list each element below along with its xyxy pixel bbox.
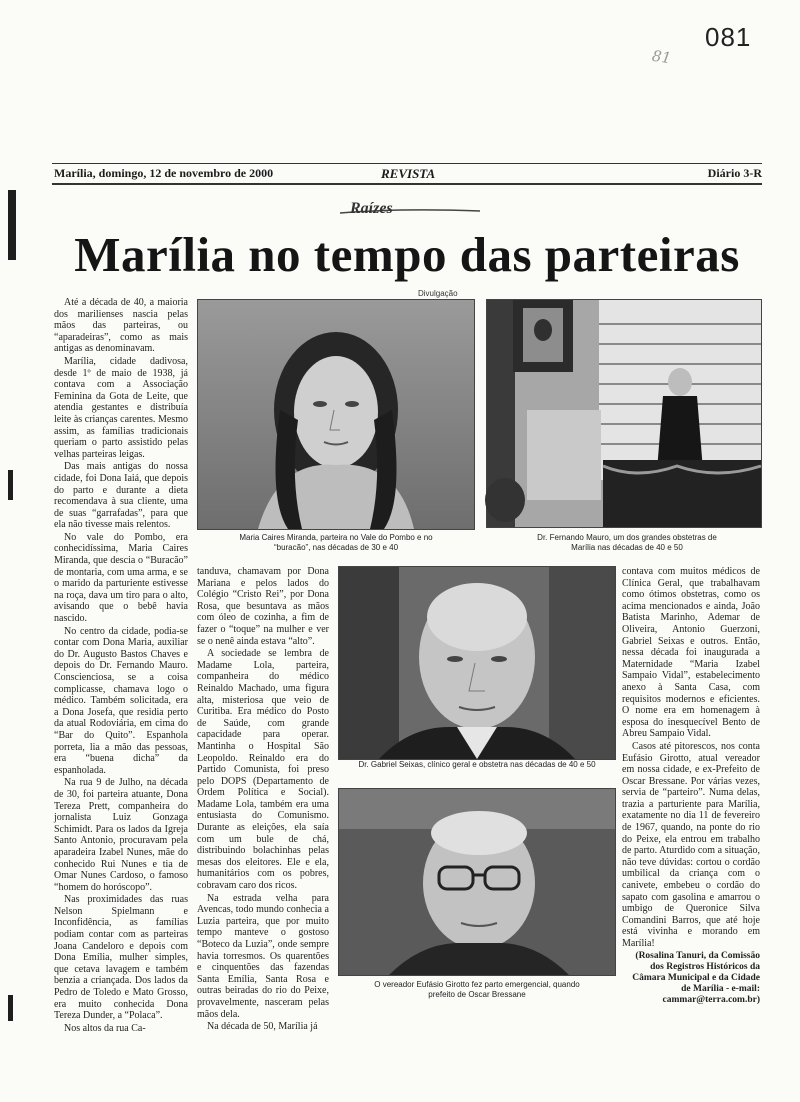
caption-photo-2: Dr. Fernando Mauro, um dos grandes obstetras de Marília nas décadas de 40 e 50 — [537, 533, 717, 552]
caption-photo-3: Dr. Gabriel Seixas, clínico geral e obstetra nas décadas de 40 e 50 — [358, 760, 596, 769]
author-signature: (Rosalina Tanuri, da Comissão dos Registros Históricos da Câmara Municipal e da Cidade de Marília - e-mail: cammar@terra.com.br) — [632, 950, 760, 1005]
portrait-man-image — [339, 567, 615, 759]
photo-credit: Divulgação — [418, 289, 458, 298]
article-column-3 — [622, 566, 760, 1006]
paragraph: Nas proximidades das ruas Nelson Spielmann e Inconfidência, as famílias podiam contar com as parteiras Joana Candeloro e depois com Dona Emília, mulher simples, que cetava lavagem e também benzia a criançada. Dos lados da Pedro de Toledo e Mato Grosso, era muito conhecida Dona Tereza Dunder, a “Polaca”. — [54, 894, 188, 1022]
paragraph: Na rua 9 de Julho, na década de 30, foi parteira atuante, Dona Tereza Prett, companheira do jornalista Luiz Gonzaga Schimidt. Para os lados da Igreja Santo Antonio, procuravam pela aparadeira Izabel Nunes, mãe do conhecido Rui Nunes e tia de Omar Nunes Cardoso, o famoso “homem do horóscopo”. — [54, 777, 188, 893]
masthead-date: Marília, domingo, 12 de novembro de 2000 — [54, 166, 274, 180]
photo-eufasio-girotto — [338, 788, 616, 976]
masthead — [54, 166, 762, 182]
paragraph: Na década de 50, Marília já — [207, 1021, 318, 1033]
man-at-podium-image — [487, 300, 761, 527]
paragraph: A sociedade se lembra de Madame Lola, parteira, companheira do médico Reinaldo Machado, uma figura alta, misteriosa que veio de Curitiba. Era médico do Posto de Saúde, com grande capacidade para operar. Mantinha o Hospital São Leopoldo. Reinaldo era do Partido Comunista, foi preso pelo DOPS (Departamento de Ordem Política e Social). Madame Lola, também era uma entusiasta do Comunismo. Durante as eleições, ela saía com um bule de chá, distribuindo bolachinhas pelas mesas dos eleitores. Ele e ela, humanitários com os pobres, cobravam caro dos ricos. — [197, 648, 329, 892]
handwritten-note: 81 — [650, 46, 673, 68]
portrait-elderly-man-image — [339, 789, 615, 975]
paragraph: Nos altos da rua Ca- — [64, 1022, 146, 1034]
article-column-2 — [197, 566, 329, 1033]
paragraph: Casos até pitorescos, nos conta Eufásio Girotto, atual vereador em nossa cidade, e ex-Prefeito de Oscar Bressane. Por várias vezes, servia de “parteiro”. Numa delas, trazia a parturiente para Marília, exatamente no dia 11 de fevereiro de 1967, quando, na ponte do rio do Peixe, ela entrou em trabalho de parto. Aturdido com a situação, não teve dúvidas: cortou o cordão umbilical da criança com o canivete, embebeu o cordão do sapato com gasolina e amarrou o umbigo de Queronice Silva Comandini Barros, que até hoje está vivinha e morando em Marília! — [622, 740, 760, 949]
masthead-rule-top — [52, 163, 762, 164]
scan-edge-mark — [8, 190, 16, 260]
scan-edge-mark — [8, 995, 13, 1021]
caption-photo-4: O vereador Eufásio Girotto fez parto emergencial, quando prefeito de Oscar Bressane — [374, 980, 580, 999]
page-number: 081 — [705, 22, 752, 52]
article-column-1 — [54, 297, 188, 1034]
caption-photo-1: Maria Caires Miranda, parteira no Vale do Pombo e no “buracão”, nas décadas de 30 e 40 — [239, 533, 433, 552]
headline: Marília no tempo das parteiras — [74, 227, 740, 282]
masthead-paper: Diário 3-R — [707, 166, 762, 180]
paragraph: No centro da cidade, podia-se contar com Dona Maria, auxiliar do Dr. Augusto Bastos Chaves e depois do Dr. Fernando Mauro. Conscienciosa, se a coisa complicasse, chamava logo o médico. Também solicitada, era a Dona Josefa, que residia perto da atual Rodoviária, em cima do “Bar do Quito”. Espanhola porreta, lia a mão das pessoas, era “buena dicha” da espanholada. — [54, 625, 188, 776]
portrait-woman-image — [198, 300, 474, 529]
paragraph: Na estrada velha para Avencas, todo mundo conhecia a Luzia parteira, que por muito tempo manteve o gostoso “Boteco da Luzia”, onde sempre havia torresmos. Os quarentões e cinquentões das fazendas Santa Emília, Santa Rosa e outras beiradas do rio do Peixe, provavelmente, nasceram pelas mãos dela. — [197, 892, 329, 1020]
masthead-section: REVISTA — [381, 166, 436, 181]
scan-edge-mark — [8, 470, 13, 500]
paragraph: No vale do Pombo, era conhecidíssima, Maria Caires Miranda, que descia o “Buracão” de montaria, com uma arma, e se o marido da parturiente estivesse na roça, dava um tiro para o alto, avisando que o bebê havia nascido. — [54, 531, 188, 625]
photo-maria-caires — [197, 299, 475, 530]
paragraph: Até a década de 40, a maioria dos marilienses nascia pelas mãos das parteiras, ou “aparadeiras”, como as mais antigas as denominavam. — [54, 297, 188, 355]
photo-fernando-mauro — [486, 299, 762, 528]
paragraph: tanduva, chamavam por Dona Mariana e pelos lados do Colégio “Cristo Rei”, por Dona Rosa, que besuntava as mãos com óleo de cozinha, a fim de fazer o “toque” na mulher e ver se o nenê ainda estava “alto”. — [197, 566, 329, 647]
paragraph: Marília, cidade dadivosa, desde 1º de maio de 1938, já contava com a Associação Feminina da Gota de Leite, que atendia gestantes e distribuía leite às crianças carentes. Mesmo assim, as famílias tradicionais queriam o parto assistido pelas velhas parteiras leigas. — [54, 355, 188, 460]
kicker: Raízes — [350, 200, 393, 217]
paragraph: Das mais antigas do nossa cidade, foi Dona Iaiá, que depois do parto e durante a dieta recomendava à sua cliente, uma de suas “garrafadas”, para que ela não tivesse mais relentos. — [54, 461, 188, 531]
photo-gabriel-seixas — [338, 566, 616, 760]
paragraph: contava com muitos médicos de Clínica Geral, que trabalhavam como ótimos obstetras, como os acima mencionados e ainda, João Batista Marinho, Ademar de Oliveira, Antonio Guerzoni, Gabriel Seixas e outros. Então, nessa década foi inaugurada a Maternidade “Maria Izabel Sampaio Vidal”, estabelecimento anexo à Santa Casa, com requisitos modernos e eficientes. O nome era em homenagem à esposa do inesquecível Bento de Abreu Sampaio Vidal. — [622, 566, 760, 740]
masthead-rule-bottom — [52, 183, 762, 185]
